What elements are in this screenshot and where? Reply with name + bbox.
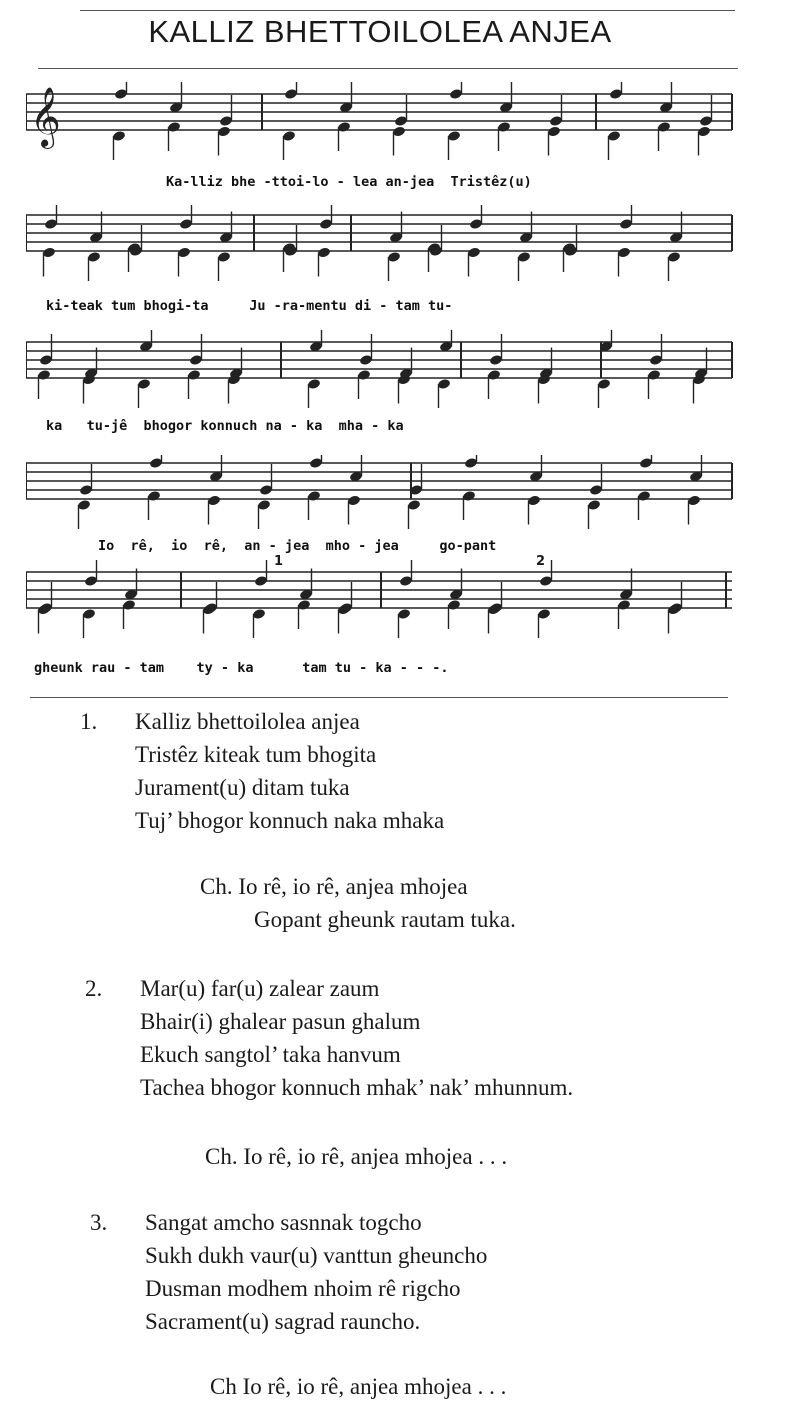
verse-line: Tristêz kiteak tum bhogita bbox=[135, 742, 377, 767]
music-system-5 bbox=[26, 554, 738, 680]
chorus-2 bbox=[205, 1140, 507, 1173]
verse-line: Tuj’ bhogor konnuch naka mhaka bbox=[135, 808, 445, 833]
verse-line: Ekuch sangtol’ taka hanvum bbox=[140, 1042, 401, 1067]
chorus-line: Ch. Io rê, io rê, anjea mhojea bbox=[200, 874, 468, 899]
lyric-line-5: gheunk rau - tam ty - ka tam tu - ka - - -. bbox=[34, 660, 449, 676]
chorus-line: Gopant gheunk rautam tuka. bbox=[254, 907, 516, 932]
lyric-line-2: ki-teak tum bhogi-ta Ju -ra-mentu di - tam tu- bbox=[46, 298, 453, 314]
verse-1 bbox=[80, 705, 445, 837]
verse-line: Dusman modhem nhoim rê rigcho bbox=[145, 1276, 461, 1301]
chorus-line: Ch. Io rê, io rê, anjea mhojea . . . bbox=[205, 1144, 508, 1169]
verse-line: Sukh dukh vaur(u) vanttun gheuncho bbox=[145, 1243, 488, 1268]
lyric-line-3: ka tu-jê bhogor konnuch na - ka mha - ka bbox=[46, 418, 404, 434]
verse-2 bbox=[85, 972, 574, 1104]
verse-line: Sangat amcho sasnnak togcho bbox=[145, 1210, 422, 1235]
verse-line: Bhair(i) ghalear pasun ghalum bbox=[140, 1009, 421, 1034]
music-system-3 bbox=[26, 330, 738, 440]
top-rule bbox=[80, 10, 735, 11]
chorus-line: Ch Io rê, io rê, anjea mhojea . . . bbox=[210, 1374, 507, 1399]
verse-line: Jurament(u) ditam tuka bbox=[135, 775, 350, 800]
music-system-1 bbox=[26, 82, 738, 192]
verse-line: Kalliz bhettoilolea anjea bbox=[135, 709, 360, 734]
volta-2-label: 2 bbox=[536, 554, 546, 569]
chorus-1 bbox=[200, 870, 516, 936]
music-system-2 bbox=[26, 205, 738, 320]
volta-1-label: 1 bbox=[274, 554, 284, 569]
lyric-line-1: Ka-lliz bhe -ttoi-lo - lea an-jea Tristêz(u) bbox=[166, 174, 532, 190]
score-bottom-rule bbox=[30, 697, 728, 698]
verse-number: 2. bbox=[85, 976, 103, 1001]
lyric-line-4: Io rê, io rê, an - jea mho - jea go-pant bbox=[98, 538, 497, 554]
title-rule bbox=[38, 68, 738, 69]
song-title: KALLIZ BHETTOILOLEA ANJEA bbox=[148, 14, 612, 49]
verse-line: Sacrament(u) sagrad rauncho. bbox=[145, 1309, 421, 1334]
verse-line: Mar(u) far(u) zalear zaum bbox=[140, 976, 380, 1001]
verse-number: 3. bbox=[90, 1210, 108, 1235]
music-system-4 bbox=[26, 455, 738, 560]
verse-3 bbox=[90, 1206, 488, 1338]
treble-clef-icon: 𝄞 bbox=[30, 87, 61, 147]
chorus-3 bbox=[210, 1370, 506, 1403]
verse-number: 1. bbox=[80, 709, 98, 734]
verse-line: Tachea bhogor konnuch mhak’ nak’ mhunnum. bbox=[140, 1075, 574, 1100]
